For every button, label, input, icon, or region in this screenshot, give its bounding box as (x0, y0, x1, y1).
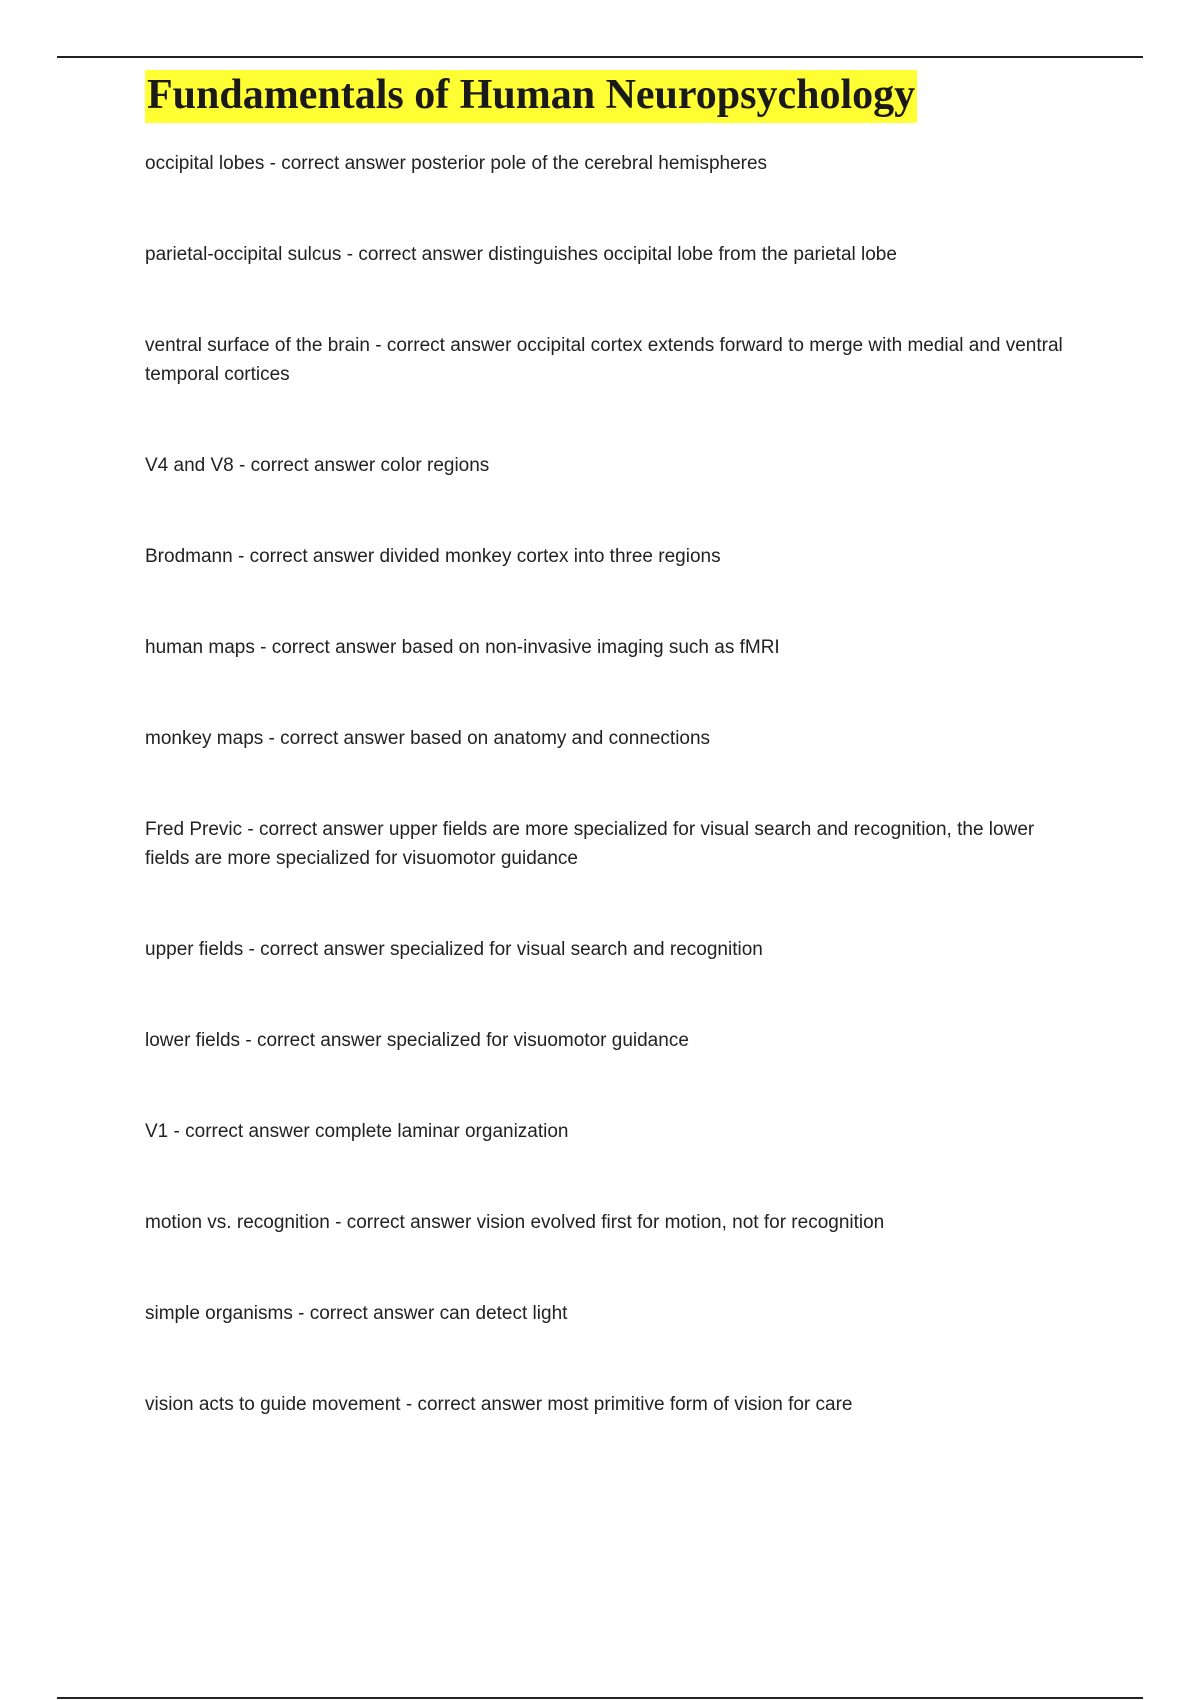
entry-term: ventral surface of the brain (145, 335, 370, 357)
entry-marker: correct answer (271, 637, 397, 659)
entry-answer: complete laminar organization (315, 1121, 569, 1143)
entry-term: parietal-occipital sulcus (145, 244, 342, 266)
entry-marker: correct answer (249, 546, 375, 568)
entry-marker: correct answer (358, 244, 483, 266)
list-item (145, 331, 1075, 389)
list-item (145, 1026, 1075, 1055)
entry-answer: vision evolved first for motion, not for recognition (476, 1212, 885, 1234)
entry-term: occipital lobes (145, 153, 265, 175)
entry-answer: distinguishes occipital lobe from the parietal lobe (488, 244, 897, 266)
entry-marker: correct answer (280, 728, 405, 750)
list-item (145, 633, 1075, 662)
list-item (145, 542, 1075, 571)
entry-marker: correct answer (417, 1394, 543, 1416)
list-item (145, 1390, 1075, 1419)
entry-term: V1 (145, 1121, 169, 1143)
entry-term: upper fields (145, 939, 244, 961)
entry-term: motion vs. recognition (145, 1212, 330, 1234)
list-item (145, 149, 1075, 178)
entry-answer: based on anatomy and connections (410, 728, 711, 750)
entry-marker: correct answer (250, 455, 376, 477)
entry-answer: specialized for visual search and recognition (390, 939, 763, 961)
list-item (145, 724, 1075, 753)
top-rule (57, 56, 1143, 58)
list-item (145, 815, 1075, 873)
document-body (145, 70, 1075, 1481)
flashcard-list (145, 149, 1075, 1419)
list-item (145, 935, 1075, 964)
entry-marker: correct answer (386, 335, 512, 357)
entry-term: simple organisms (145, 1303, 293, 1325)
list-item (145, 451, 1075, 480)
document-title: Fundamentals of Human Neuropsychology (145, 70, 917, 123)
entry-term: monkey maps (145, 728, 264, 750)
entry-marker: correct answer (185, 1121, 310, 1143)
entry-term: V4 and V8 (145, 455, 234, 477)
entry-answer: upper fields are more specialized for visual search and recognition, the lower fields are more specialized for visuomotor guidance (145, 819, 1035, 870)
entry-answer: specialized for visuomotor guidance (386, 1030, 689, 1052)
entry-marker: correct answer (346, 1212, 472, 1234)
entry-term: lower fields (145, 1030, 241, 1052)
list-item (145, 1299, 1075, 1328)
entry-term: human maps (145, 637, 255, 659)
entry-marker: correct answer (309, 1303, 435, 1325)
entry-term: Brodmann (145, 546, 233, 568)
bottom-rule (57, 1697, 1143, 1699)
entry-marker: correct answer (281, 153, 406, 175)
entry-answer: color regions (380, 455, 490, 477)
entry-answer: based on non-invasive imaging such as fMRI (401, 637, 780, 659)
entry-marker: correct answer (260, 939, 385, 961)
list-item (145, 1117, 1075, 1146)
entry-answer: can detect light (439, 1303, 568, 1325)
entry-answer: most primitive form of vision for care (547, 1394, 853, 1416)
entry-term: Fred Previc (145, 819, 243, 841)
entry-term: vision acts to guide movement (145, 1394, 401, 1416)
entry-answer: posterior pole of the cerebral hemispheres (411, 153, 768, 175)
list-item (145, 1208, 1075, 1237)
entry-marker: correct answer (256, 1030, 382, 1052)
entry-marker: correct answer (259, 819, 384, 841)
list-item (145, 240, 1075, 269)
entry-answer: divided monkey cortex into three regions (379, 546, 721, 568)
entry-answer: occipital cortex extends forward to merge with medial and ventral temporal cortices (145, 335, 1063, 386)
